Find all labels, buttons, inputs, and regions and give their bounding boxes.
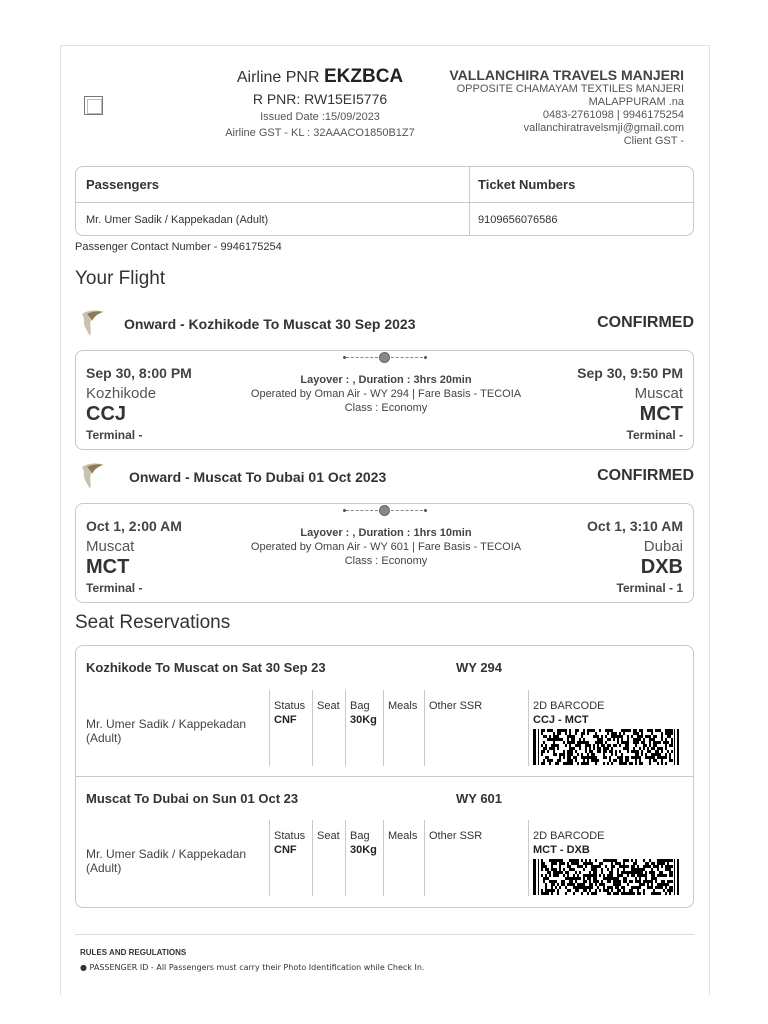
- flight-card: [75, 503, 694, 603]
- seat-cell: [312, 820, 345, 896]
- passenger-name: Mr. Umer Sadik / Kappekadan (Adult): [76, 203, 470, 236]
- rules-item-text: PASSENGER ID - All Passengers must carry their Photo Identification while Check In.: [89, 963, 425, 972]
- ticket-numbers-header: Ticket Numbers: [478, 177, 576, 192]
- segment-title: Kozhikode To Muscat on Sat 30 Sep 23: [86, 660, 326, 675]
- departure-time: Sep 30, 8:00 PM: [86, 365, 192, 381]
- segment-passenger: Mr. Umer Sadik / Kappekadan (Adult): [86, 717, 247, 745]
- layover: Layover : , Duration : 1hrs 10min: [300, 527, 472, 539]
- flight-status: CONFIRMED: [597, 467, 694, 484]
- departure-time: Oct 1, 2:00 AM: [86, 518, 182, 534]
- issued-date: Issued Date :15/09/2023: [260, 111, 380, 123]
- pnr-label: Airline PNR: [236, 69, 320, 86]
- agency-block: [449, 67, 684, 148]
- segment-grid: [76, 690, 693, 766]
- departure-city: Kozhikode: [86, 385, 157, 402]
- bag-label: Bag: [350, 830, 370, 842]
- flight-details: [226, 373, 546, 415]
- flight-header: [75, 308, 694, 338]
- barcode-cell: [528, 690, 693, 766]
- departure-terminal: Terminal -: [86, 581, 143, 595]
- status-value: CNF: [274, 844, 297, 856]
- airline-logo-icon: [79, 308, 105, 338]
- ssr-label: Other SSR: [429, 700, 483, 712]
- layover: Layover : , Duration : 3hrs 20min: [300, 374, 472, 386]
- status-cell: [269, 690, 312, 766]
- your-flight-title: Your Flight: [75, 268, 166, 289]
- seat-reservations-title: Seat Reservations: [75, 612, 231, 633]
- ssr-cell: [424, 820, 528, 896]
- bag-value: 30Kg: [350, 844, 377, 856]
- segment-divider: [76, 776, 693, 777]
- pnr-block: [200, 66, 440, 139]
- pnr-value: EKZBCA: [323, 66, 404, 87]
- flight-card: [75, 350, 694, 450]
- status-label: Status: [274, 700, 306, 712]
- seat-label: Seat: [317, 830, 340, 842]
- agency-name: VALLANCHIRA TRAVELS MANJERI: [449, 67, 684, 83]
- flight-route: Onward - Kozhikode To Muscat 30 Sep 2023: [124, 316, 416, 332]
- meals-cell: [383, 690, 424, 766]
- segment-passenger: Mr. Umer Sadik / Kappekadan (Adult): [86, 847, 247, 875]
- ticket-number: 9109656076586: [478, 213, 558, 226]
- rules-item: ● PASSENGER ID - All Passengers must carry their Photo Identification while Check In.: [80, 963, 425, 972]
- seat-cell: [312, 690, 345, 766]
- operated-by: Operated by Oman Air - WY 601 | Fare Basis - TECOIA: [250, 541, 522, 553]
- rpnr: R PNR: RW15EI5776: [252, 91, 388, 107]
- airline-pnr: [200, 66, 440, 88]
- flight-route: Onward - Muscat To Dubai 01 Oct 2023: [129, 469, 387, 485]
- arrival-city: Muscat: [634, 385, 683, 402]
- arrival-time: Sep 30, 9:50 PM: [577, 365, 683, 381]
- select-checkbox[interactable]: [84, 96, 103, 115]
- meals-label: Meals: [388, 830, 418, 842]
- contact-number: Passenger Contact Number - 9946175254: [75, 241, 282, 253]
- bag-cell: [345, 820, 383, 896]
- departure: [86, 518, 182, 595]
- arrival-terminal: Terminal - 1: [616, 581, 683, 595]
- meals-cell: [383, 820, 424, 896]
- departure-terminal: Terminal -: [86, 428, 143, 442]
- bag-cell: [345, 690, 383, 766]
- departure: [86, 365, 192, 442]
- bag-value: 30Kg: [350, 714, 377, 726]
- segment-title: Muscat To Dubai on Sun 01 Oct 23: [86, 791, 299, 806]
- status-cell: [269, 820, 312, 896]
- status-label: Status: [274, 830, 306, 842]
- arrival-time: Oct 1, 3:10 AM: [587, 518, 683, 534]
- agency-address-2: MALAPPURAM .na: [588, 96, 684, 108]
- flight-details: [226, 526, 546, 568]
- cabin-class: Class : Economy: [344, 555, 428, 567]
- arrival: [587, 518, 683, 595]
- ssr-label: Other SSR: [429, 830, 483, 842]
- agency-address-1: OPPOSITE CHAMAYAM TEXTILES MANJERI: [456, 83, 684, 95]
- barcode-image: [533, 729, 679, 765]
- ssr-cell: [424, 690, 528, 766]
- passenger-table-header: [76, 167, 693, 203]
- departure-city: Muscat: [86, 538, 135, 555]
- barcode-label: 2D BARCODE: [533, 700, 605, 712]
- meals-label: Meals: [388, 700, 418, 712]
- barcode-route: MCT - DXB: [533, 844, 590, 856]
- timeline-icon: [343, 505, 427, 517]
- flight-header: [75, 461, 694, 491]
- barcode-route: CCJ - MCT: [533, 714, 589, 726]
- seat-label: Seat: [317, 700, 340, 712]
- cabin-class: Class : Economy: [344, 402, 428, 414]
- rules-divider: [75, 934, 694, 935]
- segment-flight: WY 601: [456, 791, 503, 806]
- status-value: CNF: [274, 714, 297, 726]
- airline-gst: Airline GST - KL : 32AAACO1850B1Z7: [225, 127, 415, 139]
- arrival-terminal: Terminal -: [626, 428, 683, 442]
- arrival: [577, 365, 683, 442]
- timeline-icon: [343, 352, 427, 364]
- departure-code: MCT: [86, 556, 130, 578]
- passengers-header: Passengers: [76, 167, 470, 202]
- barcode-image: [533, 859, 679, 895]
- bag-label: Bag: [350, 700, 370, 712]
- agency-phone: 0483-2761098 | 9946175254: [542, 109, 684, 121]
- barcode-label: 2D BARCODE: [533, 830, 605, 842]
- segment-flight: WY 294: [456, 660, 503, 675]
- flight-status: CONFIRMED: [597, 314, 694, 331]
- rules-title: RULES AND REGULATIONS: [80, 948, 187, 957]
- airline-logo-icon: [79, 461, 105, 491]
- client-gst: Client GST -: [623, 135, 684, 147]
- table-row: [76, 203, 693, 236]
- seat-reservations-box: [75, 645, 694, 908]
- barcode-cell: [528, 820, 693, 896]
- agency-email: vallanchiratravelsmji@gmail.com: [523, 122, 684, 134]
- arrival-city: Dubai: [643, 538, 683, 555]
- segment-grid: [76, 820, 693, 896]
- arrival-code: DXB: [640, 556, 683, 578]
- passenger-table: [75, 166, 694, 236]
- operated-by: Operated by Oman Air - WY 294 | Fare Basis - TECOIA: [250, 388, 522, 400]
- arrival-code: MCT: [639, 403, 683, 425]
- departure-code: CCJ: [86, 403, 127, 425]
